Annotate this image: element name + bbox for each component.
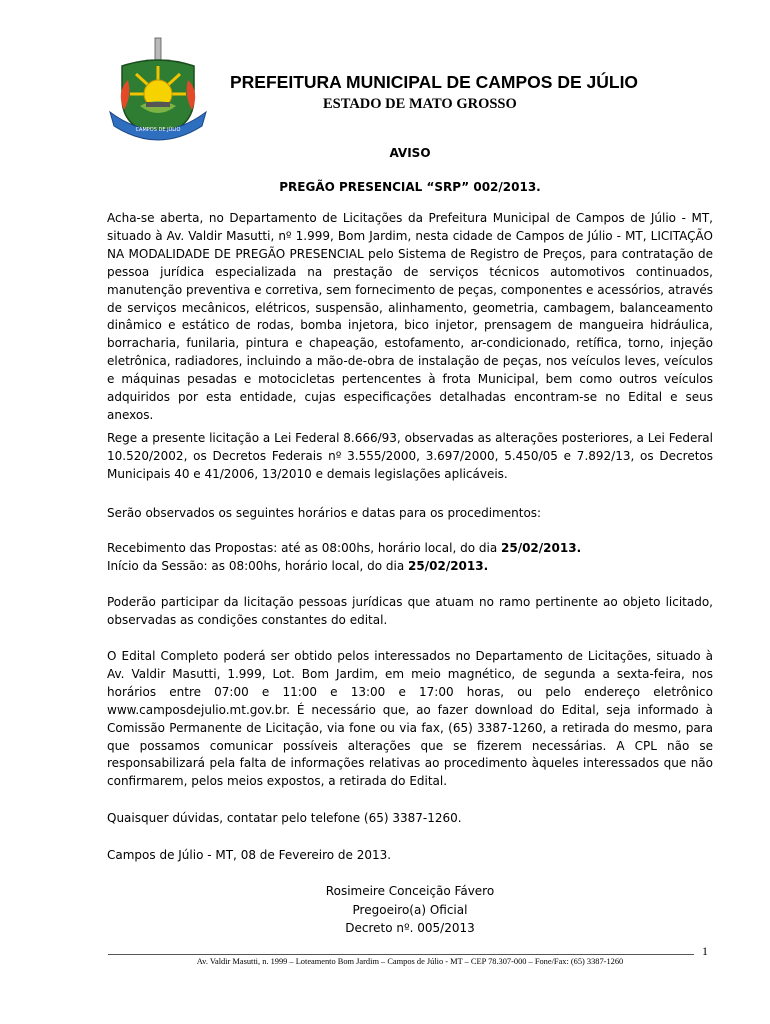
- paragraph-contact: [107, 810, 713, 828]
- schedule-session-date: 25/02/2013.: [408, 558, 489, 573]
- paragraph-object: [107, 210, 713, 425]
- svg-text:CAMPOS DE JÚLIO: CAMPOS DE JÚLIO: [135, 127, 181, 133]
- schedule-proposals: [107, 540, 713, 558]
- paragraph-schedule-intro-text: Serão observados os seguintes horários e datas para os procedimentos:: [107, 506, 542, 520]
- pregao-reference: PREGÃO PRESENCIAL “SRP” 002/2013.: [279, 180, 541, 194]
- paragraph-edital-text: O Edital Completo poderá ser obtido pelos interessados no Departamento de Licitações, situado à Av. Valdir Masutti, 1.999, Lot. Bom Jardim, em meio magnético, de segunda a sexta-feira, nos horários entre 07:00 e 11:00 e 13:00 e 17:00 horas, ou pelo endereço eletrônico www.camposdejulio.mt.gov.br. É necessário que, ao fazer download do Edital, seja informado à Comissão Permanente de Licitação, via fone ou via fax, (65) 3387-1260, a retirada do mesmo, para que possamos comunicar possíveis alterações que se fizerem necessárias. A CPL não se responsabilizará pela falta de informações relativas ao procedimento àqueles interessados que não confirmarem, pelos meios expostos, a retirada do Edital.: [107, 649, 713, 789]
- signatory-name: Rosimeire Conceição Fávero: [325, 884, 495, 898]
- state-subtitle: ESTADO DE MATO GROSSO: [323, 96, 517, 112]
- schedule-block: [107, 540, 713, 576]
- municipal-coat-of-arms-icon: [102, 36, 214, 146]
- signature-block: [0, 882, 770, 938]
- paragraph-place-date-text: Campos de Júlio - MT, 08 de Fevereiro de 2013.: [107, 848, 392, 862]
- paragraph-edital: [107, 648, 713, 791]
- signatory-decree: Decreto nº. 005/2013: [345, 921, 475, 935]
- paragraph-place-date: [107, 847, 713, 865]
- footer-address: Av. Valdir Masutti, n. 1999 – Loteamento Bom Jardim – Campos de Júlio - MT – CEP 78.307-000 – Fone/Fax: (65) 3387-1260: [196, 957, 624, 966]
- paragraph-participation: [107, 594, 713, 630]
- notice-heading: AVISO: [389, 146, 431, 160]
- signatory-role: Pregoeiro(a) Oficial: [352, 902, 468, 917]
- paragraph-schedule-intro: [107, 505, 713, 523]
- paragraph-participation-text: Poderão participar da licitação pessoas jurídicas que atuam no ramo pertinente ao objeto licitado, observadas as condições constantes do edital.: [107, 595, 713, 627]
- footer-divider: [108, 954, 694, 955]
- paragraph-legislation-text: Rege a presente licitação a Lei Federal 8.666/93, observadas as alterações posteriores, a Lei Federal 10.520/2002, os Decretos Federais nº 3.555/2000, 3.697/2000, 5.450/05 e 7.892/13, os Decretos Municipais 40 e 41/2006, 13/2010 e demais legislações aplicáveis.: [107, 431, 713, 481]
- schedule-session-text: Início da Sessão: as 08:00hs, horário local, do dia: [107, 558, 409, 573]
- paragraph-legislation: [107, 430, 713, 484]
- schedule-proposals-text: Recebimento das Propostas: até as 08:00hs, horário local, do dia: [107, 541, 501, 555]
- paragraph-object-text: Acha-se aberta, no Departamento de Licitações da Prefeitura Municipal de Campos de Júlio - MT, situado à Av. Valdir Masutti, nº 1.999, Bom Jardim, nesta cidade de Campos de Júlio - MT, LICITAÇÃO NA MODALIDADE DE PREGÃO PRESENCIAL pelo Sistema de Registro de Preços, para contratação de pessoa jurídica especializada na prestação de serviços técnicos automotivos continuados, manutenção preventiva e corretiva, sem fornecimento de peças, componentes e acessórios, através de serviços mecânicos, elétricos, suspensão, alinhamento, geometria, cambagem, balanceamento dinâmico e estático de rodas, bomba injetora, bico injetor, prensagem de mangueira hidráulica, borracharia, funilaria, pintura e chapeação, estofamento, ar-condicionado, retífica, torno, injeção eletrônica, radiadores, incluindo a mão-de-obra de instalação de peças, nos veículos leves, veículos e máquinas pesadas e motocicletas pertencentes à frota Municipal, bem como outros veículos adquiridos por esta entidade, cujas especificações detalhadas encontram-se no Edital e seus anexos.: [107, 211, 713, 422]
- municipality-title: PREFEITURA MUNICIPAL DE CAMPOS DE JÚLIO: [230, 72, 639, 92]
- paragraph-contact-text: Quaisquer dúvidas, contatar pelo telefone (65) 3387-1260.: [107, 811, 462, 825]
- schedule-session: [107, 558, 713, 576]
- page-number: 1: [702, 944, 708, 958]
- schedule-proposals-date: 25/02/2013.: [501, 541, 582, 555]
